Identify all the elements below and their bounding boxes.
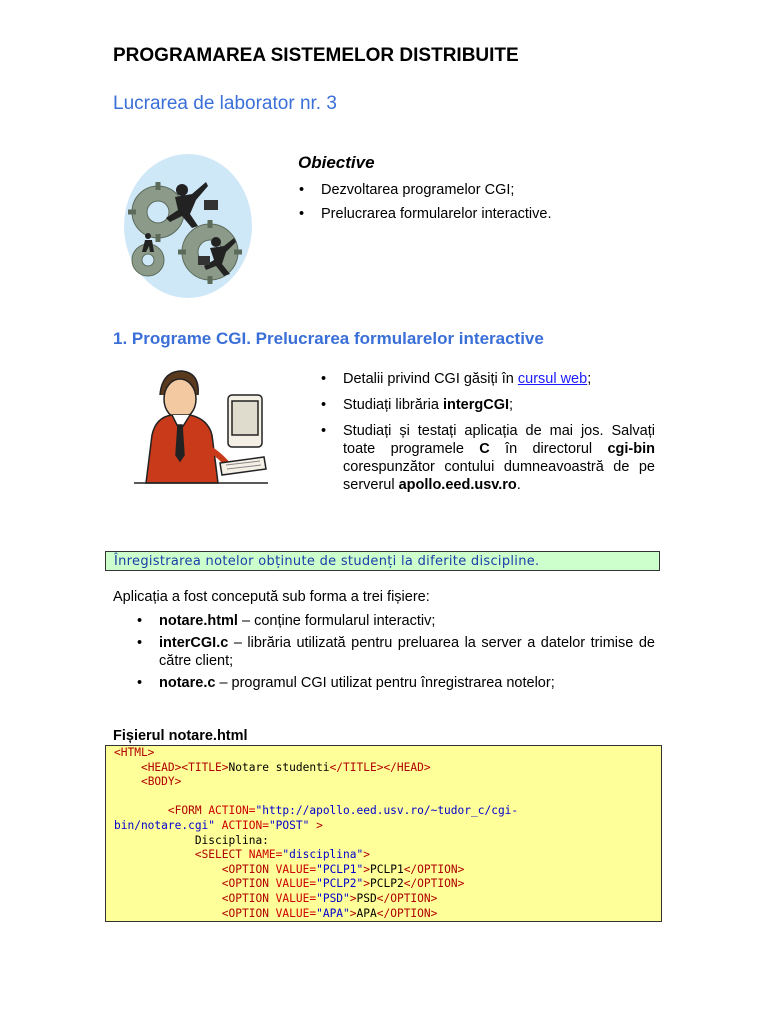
code-token: VALUE= [275,891,317,905]
text: Studiați librăria [343,397,443,413]
section1-bullets [321,370,655,502]
code-line [114,834,661,849]
person-at-computer-illustration-icon [132,365,270,493]
code-token: <SELECT [194,848,249,862]
code-token [114,848,195,861]
code-token: "PCLP1" [316,862,364,876]
code-token: > [363,848,370,862]
code-token: > [363,877,370,891]
code-token: <OPTION [221,877,276,891]
lab-title: Lucrarea de laborator nr. 3 [113,93,337,114]
code-token: <HTML> [114,746,155,759]
code-token: ACTION= [208,804,256,818]
code-token: "APA" [316,906,350,920]
list-item [137,612,655,630]
objectives-list [299,181,659,229]
code-line [114,877,661,892]
list-item [137,674,655,692]
file-name: interCGI.c [159,635,229,651]
code-line [114,775,661,790]
list-item: • Prelucrarea formularelor interactive. [299,205,659,229]
business-gears-illustration-icon [120,152,255,300]
code-token: "POST" [268,818,310,832]
code-token: VALUE= [275,877,317,891]
code-line [114,863,661,878]
code-token: <OPTION [221,891,276,905]
code-line [114,804,661,819]
code-token: ACTION= [215,818,269,832]
code-token: NAME= [248,848,283,862]
code-token: </OPTION> [376,906,438,920]
code-file-heading: Fișierul notare.html [113,728,248,744]
code-token: APA [356,906,377,920]
library-name: intergCGI [442,397,509,413]
code-token: <HEAD><TITLE> [140,760,229,774]
application-intro: Aplicația a fost concepută sub forma a trei fișiere: [113,589,430,605]
code-token: <OPTION [221,862,276,876]
code-token: > [309,818,323,832]
code-token: PSD [356,891,377,905]
text: ; [509,397,514,413]
text: Detalii privind CGI găsiți în [343,371,518,387]
directory-name: cgi-bin [607,441,655,457]
code-listing [105,745,662,922]
list-item [137,634,655,670]
server-name: apollo.eed.usv.ro [398,477,517,493]
code-token: > [363,862,370,876]
code-line [114,819,661,834]
code-token: "disciplina" [282,848,364,862]
language-name: C [479,441,490,457]
text: Studiați și testați aplicația de mai jos. Salvați toate programele [343,423,655,457]
list-item [321,396,655,414]
code-token: bin/notare.cgi" [114,818,216,832]
code-token: <FORM [167,804,209,818]
section-heading: 1. Programe CGI. Prelucrarea formularelor interactive [113,329,544,348]
code-token: Disciplina: [114,833,269,847]
task-box: Înregistrarea notelor obținute de studenți la diferite discipline. [105,551,660,571]
list-item: • Dezvoltarea programelor CGI; [299,181,659,205]
file-name: notare.html [159,613,238,629]
code-token: PCLP2 [370,877,404,891]
code-token: > [349,906,357,920]
code-token: "PSD" [316,891,350,905]
cursul-web-link[interactable]: cursul web [517,371,588,387]
code-token [114,907,222,920]
list-item [321,370,655,388]
code-token [114,863,222,876]
code-token: </OPTION> [403,877,465,891]
code-token: "PCLP2" [316,877,364,891]
code-token: VALUE= [275,862,317,876]
code-token: <BODY> [140,775,182,789]
code-token: <OPTION [221,906,276,920]
objectives-heading: Obiective [298,153,375,172]
list-item [321,422,655,494]
code-token [114,761,141,774]
file-description: – programul CGI utilizat pentru înregistrarea notelor; [215,675,555,691]
file-name: notare.c [159,675,216,691]
course-title: PROGRAMAREA SISTEMELOR DISTRIBUITE [113,45,519,66]
code-line [114,892,661,907]
code-token: > [349,891,357,905]
code-line [114,907,661,922]
code-token: PCLP1 [370,862,404,876]
code-line [114,746,661,761]
code-token [114,877,222,890]
text: . [516,477,521,493]
code-token: </TITLE></HEAD> [329,760,431,774]
code-token: </OPTION> [403,862,465,876]
text: corespunzător contului dumneavoastră de pe serverul [343,459,655,493]
code-line [114,848,661,863]
code-token: Notare studenti [228,760,330,774]
code-token: "http://apollo.eed.usv.ro/~tudor_c/cgi- [255,804,519,818]
code-token [114,775,141,788]
file-description: – conține formularul interactiv; [237,613,436,629]
files-list [137,612,655,696]
code-token [114,804,168,817]
code-line [114,790,661,805]
code-token: VALUE= [275,906,317,920]
code-token [114,892,222,905]
code-line [114,761,661,776]
text: în directorul [489,441,608,457]
text: ; [587,371,592,387]
code-token: </OPTION> [376,891,438,905]
file-description: – librăria utilizată pentru preluarea la server a datelor trimise de către client; [159,635,655,669]
